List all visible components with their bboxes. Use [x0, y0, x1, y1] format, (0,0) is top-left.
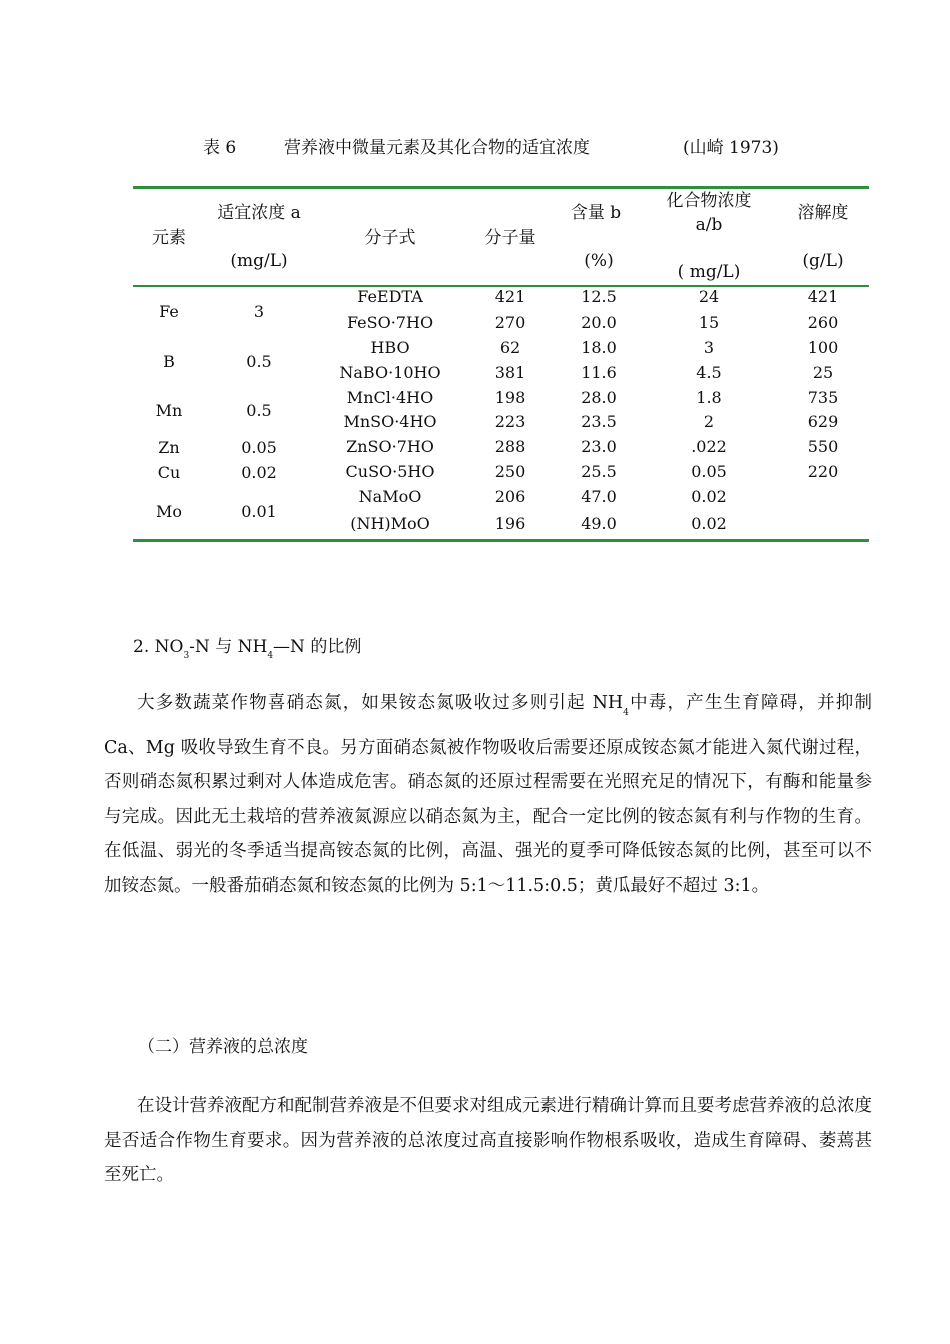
table-cell-comp: .022 — [691, 437, 727, 456]
table-cell-content: 18.0 — [581, 338, 617, 357]
table-cell-mw: 223 — [494, 412, 526, 431]
para-text: 中毒，产生生育障碍，并抑制 Ca、Mg 吸收导致生育不良。另方面硝态氮被作物吸收后需要还原成铵态氮才能进入氮代谢过程，否则硝态氮积累过剩对人体造成危害。硝态氮的还原过程需要在光照充足的情况下，有酶和能量参与完成。因此无土栽培的营养液氮源应以硝态氮为主，配合一定比例的铵态氮有利与作物的生育。在低温、弱光的冬季适当提高铵态氮的比例，高温、强光的夏季可降低铵态氮的比例，甚至可以不加铵态氮。一般番茄硝态氮和铵态氮的比例为 5:1～11.5:0.5；黄瓜最好不超过 3:1。 — [104, 693, 872, 896]
section-heading: （二）营养液的总浓度 — [138, 1037, 308, 1057]
table-title: 营养液中微量元素及其化合物的适宜浓度 — [284, 138, 590, 158]
header-formula: 分子式 — [364, 228, 416, 248]
table-cell-sol: 220 — [807, 462, 839, 481]
header-comp-ratio: a/b — [695, 215, 723, 235]
table-cell-content: 23.0 — [581, 437, 617, 456]
table-cell-comp: 0.02 — [691, 487, 727, 506]
table-cell-sol: 100 — [807, 338, 839, 357]
conc-cell: 0.5 — [246, 352, 272, 371]
title-part: —N 的比例 — [273, 637, 362, 657]
conc-cell: 0.05 — [241, 438, 277, 457]
table-cell-comp: 15 — [698, 313, 720, 332]
element-cell: B — [163, 352, 175, 371]
table-cell-formula: HBO — [370, 338, 410, 357]
header-solubility: 溶解度 — [797, 203, 849, 223]
table-cell-mw: 288 — [494, 437, 526, 456]
table-cell-comp: 4.5 — [696, 363, 722, 382]
element-cell: Fe — [159, 302, 179, 321]
header-element: 元素 — [152, 228, 186, 248]
element-cell: Mo — [155, 502, 183, 521]
table-cell-content: 49.0 — [581, 514, 617, 533]
header-solubility-unit: (g/L) — [802, 251, 844, 271]
table-cell-mw: 198 — [494, 388, 526, 407]
table-cell-comp: 1.8 — [696, 388, 722, 407]
table-cell-formula: NaBO·10HO — [339, 363, 441, 382]
header-conc: 适宜浓度 a — [217, 203, 301, 223]
table-cell-content: 20.0 — [581, 313, 617, 332]
element-cell: Zn — [158, 438, 180, 457]
table-cell-comp: 0.05 — [691, 462, 727, 481]
table-cell-mw: 250 — [494, 462, 526, 481]
element-cell: Mn — [155, 401, 183, 420]
para-text: 大多数蔬菜作物喜硝态氮，如果铵态氮吸收过多则引起 NH — [137, 693, 624, 713]
table-cell-formula: NaMoO — [358, 487, 422, 506]
subscript: 4 — [267, 651, 274, 661]
table-cell-formula: FeSO·7HO — [346, 313, 434, 332]
table-cell-content: 25.5 — [581, 462, 617, 481]
table-cell-mw: 62 — [499, 338, 521, 357]
table-cell-mw: 196 — [494, 514, 526, 533]
table-cell-mw: 421 — [494, 287, 526, 306]
table-cell-sol: 550 — [807, 437, 839, 456]
section-2-paragraph — [104, 686, 872, 903]
table-cell-content: 12.5 — [581, 287, 617, 306]
header-content-unit: (%) — [584, 251, 614, 271]
conc-cell: 0.02 — [241, 463, 277, 482]
header-mw: 分子量 — [484, 228, 536, 248]
table-cell-comp: 0.02 — [691, 514, 727, 533]
conc-cell: 0.5 — [246, 401, 272, 420]
section-3-paragraph: 在设计营养液配方和配制营养液是不但要求对组成元素进行精确计算而且要考虑营养液的总浓度是否适合作物生育要求。因为营养液的总浓度过高直接影响作物根系吸收，造成生育障碍、萎蔫甚至死亡。 — [104, 1096, 872, 1185]
table-cell-formula: (NH)MoO — [350, 514, 430, 533]
subscript: 4 — [623, 708, 629, 718]
header-conc-unit: (mg/L) — [230, 251, 288, 271]
section-2-title — [133, 632, 361, 661]
table-cell-mw: 270 — [494, 313, 526, 332]
table-cell-content: 47.0 — [581, 487, 617, 506]
table-cell-sol: 260 — [807, 313, 839, 332]
table-cell-comp: 2 — [703, 412, 715, 431]
table-caption — [0, 133, 950, 213]
title-part: 2. NO — [133, 637, 184, 657]
table-cell-sol: 25 — [812, 363, 834, 382]
subscript: 3 — [183, 651, 190, 661]
table-bottom-rule — [133, 539, 869, 542]
table-cell-content: 11.6 — [581, 363, 617, 382]
element-cell: Cu — [157, 463, 181, 482]
table-cell-mw: 381 — [494, 363, 526, 382]
table-source: (山崎 1973) — [683, 138, 779, 158]
header-comp-unit: ( mg/L) — [677, 262, 741, 282]
table-cell-sol: 629 — [807, 412, 839, 431]
table-cell-comp: 24 — [698, 287, 720, 306]
table-cell-comp: 3 — [703, 338, 715, 357]
header-content: 含量 b — [570, 203, 622, 223]
table-cell-mw: 206 — [494, 487, 526, 506]
table-cell-formula: FeEDTA — [357, 287, 423, 306]
conc-cell: 3 — [253, 302, 265, 321]
table-cell-formula: ZnSO·7HO — [346, 437, 434, 456]
table-number: 表 6 — [203, 138, 237, 158]
table-cell-content: 28.0 — [581, 388, 617, 407]
conc-cell: 0.01 — [241, 502, 277, 521]
table-cell-sol: 735 — [807, 388, 839, 407]
table-cell-formula: CuSO·5HO — [345, 462, 435, 481]
table-cell-formula: MnCl·4HO — [346, 388, 434, 407]
table-top-rule — [133, 186, 869, 189]
title-part: -N 与 NH — [189, 637, 268, 657]
table-cell-formula: MnSO·4HO — [343, 412, 437, 431]
header-comp: 化合物浓度 — [666, 191, 752, 211]
table-cell-content: 23.5 — [581, 412, 617, 431]
table-cell-sol: 421 — [807, 287, 839, 306]
